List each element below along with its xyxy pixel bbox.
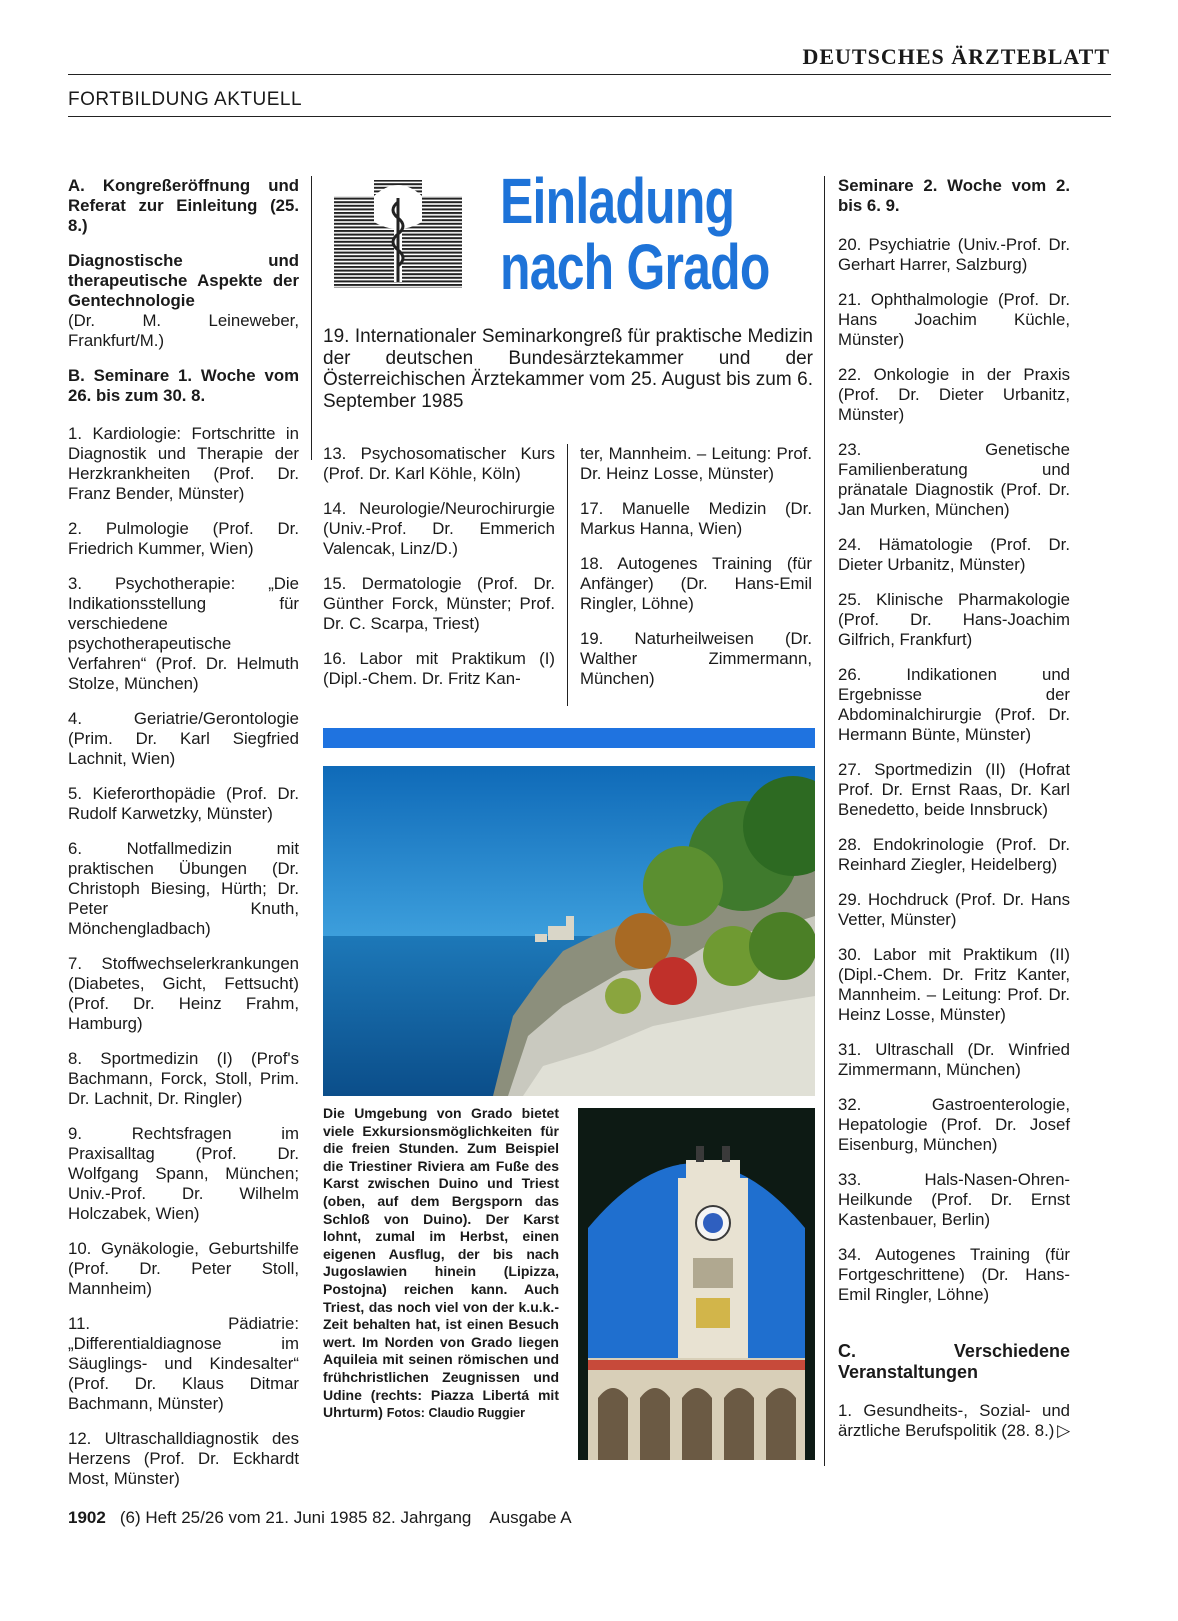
list-item: 3. Psychotherapie: „Die Indikationsstellung für verschiedene psychotherapeutische Verfahren“ (Prof. Dr. Helmuth Stolze, München) (68, 574, 299, 693)
section-a-heading: A. Kongreßeröffnung und Referat zur Einleitung (25. 8.) (68, 176, 299, 235)
list-item: 18. Autogenes Training (für Anfänger) (Dr. Hans-Emil Ringler, Löhne) (580, 554, 812, 613)
list-item: 25. Klinische Pharmakologie (Prof. Dr. Hans-Joachim Gilfrich, Frankfurt) (838, 590, 1070, 649)
week2-heading: Seminare 2. Woche vom 2. bis 6. 9. (838, 176, 1070, 215)
right-column (838, 176, 1070, 1456)
blue-divider-bar (323, 728, 815, 748)
list-item: 21. Ophthalmologie (Prof. Dr. Hans Joachim Küchle, Münster) (838, 290, 1070, 349)
article-title (500, 165, 770, 303)
list-item: 12. Ultraschalldiagnostik des Herzens (Prof. Dr. Eckhardt Most, Münster) (68, 1429, 299, 1488)
page-footer (68, 1508, 572, 1528)
coastline-photo-icon (323, 766, 815, 1096)
photo-coast (323, 766, 815, 1096)
aerztekammer-logo-icon (330, 176, 466, 294)
left-column (68, 176, 299, 1504)
list-item: 31. Ultraschall (Dr. Winfried Zimmermann, München) (838, 1040, 1070, 1079)
list-item: 20. Psychiatrie (Univ.-Prof. Dr. Gerhart Harrer, Salzburg) (838, 235, 1070, 274)
section-a-subheading: Diagnostische und therapeutische Aspekte der Gentechnologie (68, 251, 299, 310)
header-rule-top (68, 74, 1111, 75)
header-rule-bottom (68, 116, 1111, 117)
photo-caption (323, 1105, 559, 1423)
intro-text: 19. Internationaler Seminarkongreß für praktische Medizin der deutschen Bundesärztekammer und der Österreichischen Ärztekammer vom 25. August bis zum 6. September 1985 (323, 326, 813, 412)
list-item: 33. Hals-Nasen-Ohren-Heilkunde (Prof. Dr. Ernst Kastenbauer, Berlin) (838, 1170, 1070, 1229)
issue-info: (6) Heft 25/26 vom 21. Juni 1985 82. Jahrgang (119, 1508, 472, 1527)
list-item: 9. Rechtsfragen im Praxisalltag (Prof. Dr. Wolfgang Spann, München; Univ.-Prof. Dr. Wilhelm Holczabek, Wien) (68, 1124, 299, 1223)
list-item: 34. Autogenes Training (für Fortgeschrittene) (Dr. Hans-Emil Ringler, Löhne) (838, 1245, 1070, 1304)
caption-text: Die Umgebung von Grado bietet viele Exkursionsmöglichkeiten für die freien Stunden. Zum Beispiel die Triestiner Riviera am Fuße des Karst zwischen Duino und Triest (oben, auf dem Bergsporn das Schloß von Duino). Der Karst lohnt, zumal im Herbst, einen eigenen Ausflug, der bis nach Jugoslawien hinein (Lipizza, Postojna) reichen kann. Auch Triest, das noch viel von der k.u.k.-Zeit behalten hat, ist einen Besuch wert. Im Norden von Grado liegen Aquileia mit seinen römischen und frühchristlichen Zeugnissen und Udine (rechts: Piazza Libertá mit Uhrturm) (323, 1105, 559, 1421)
section-c-item: 1. Gesundheits-, Sozial- und ärztliche Berufspolitik (28. 8.) (838, 1401, 1070, 1440)
list-item: 11. Pädiatrie: „Differentialdiagnose im Säuglings- und Kindesalter“ (Prof. Dr. Klaus Ditmar Bachmann, Münster) (68, 1314, 299, 1413)
clock-tower-photo-icon (578, 1108, 815, 1460)
list-item: 15. Dermatologie (Prof. Dr. Günther Forck, Münster; Prof. Dr. C. Scarpa, Triest) (323, 574, 555, 633)
list-item: 24. Hämatologie (Prof. Dr. Dieter Urbanitz, Münster) (838, 535, 1070, 574)
page-number: 1902 (68, 1508, 106, 1527)
list-item: 4. Geriatrie/Gerontologie (Prim. Dr. Karl Siegfried Lachnit, Wien) (68, 709, 299, 768)
list-item: 19. Naturheilweisen (Dr. Walther Zimmermann, München) (580, 629, 812, 688)
section-c-heading: C. Verschiedene Veranstaltungen (838, 1341, 1070, 1382)
list-item: 1. Kardiologie: Fortschritte in Diagnostik und Therapie der Herzkrankheiten (Prof. Dr. Franz Bender, Münster) (68, 424, 299, 503)
list-item: 26. Indikationen und Ergebnisse der Abdominalchirurgie (Prof. Dr. Hermann Bünte, Münster) (838, 665, 1070, 744)
list-item: 30. Labor mit Praktikum (II) (Dipl.-Chem. Dr. Fritz Kanter, Mannheim. – Leitung: Prof. Dr. Heinz Losse, Münster) (838, 945, 1070, 1024)
title-line-1: Einladung (500, 165, 735, 237)
title-line-2: nach Grado (500, 231, 770, 303)
list-item: 6. Notfallmedizin mit praktischen Übungen (Dr. Christoph Biesing, Hürth; Dr. Peter Knuth, Mönchengladbach) (68, 839, 299, 938)
list-item: 10. Gynäkologie, Geburtshilfe (Prof. Dr. Peter Stoll, Mannheim) (68, 1239, 299, 1298)
list-item: 29. Hochdruck (Prof. Dr. Hans Vetter, Münster) (838, 890, 1070, 929)
masthead: DEUTSCHES ÄRZTEBLATT (802, 44, 1110, 69)
section-b-heading: B. Seminare 1. Woche vom 26. bis zum 30. 8. (68, 366, 299, 405)
list-item: 5. Kieferorthopädie (Prof. Dr. Rudolf Karwetzky, Münster) (68, 784, 299, 823)
list-item: 7. Stoffwechselerkrankungen (Diabetes, Gicht, Fettsucht) (Prof. Dr. Heinz Frahm, Hamburg) (68, 954, 299, 1033)
list-item: 2. Pulmologie (Prof. Dr. Friedrich Kummer, Wien) (68, 519, 299, 558)
list-item: 23. Genetische Familienberatung und pränatale Diagnostik (Prof. Dr. Jan Murken, München) (838, 440, 1070, 519)
list-item: 14. Neurologie/Neurochirurgie (Univ.-Prof. Dr. Emmerich Valencak, Linz/D.) (323, 499, 555, 558)
column-divider-left (311, 176, 312, 460)
list-item: 32. Gastroenterologie, Hepatologie (Prof. Dr. Josef Eisenburg, München) (838, 1095, 1070, 1154)
section-a-speaker: (Dr. M. Leineweber, Frankfurt/M.) (68, 311, 299, 350)
list-item: 22. Onkologie in der Praxis (Prof. Dr. Dieter Urbanitz, Münster) (838, 365, 1070, 424)
column-divider-right (824, 176, 825, 1466)
continue-arrow-icon: ▷ (1057, 1421, 1070, 1440)
photo-clock-tower (578, 1108, 815, 1460)
list-item: 8. Sportmedizin (I) (Prof's Bachmann, Forck, Stoll, Prim. Dr. Lachnit, Dr. Ringler) (68, 1049, 299, 1108)
logo (330, 176, 466, 294)
center-column-a (323, 444, 555, 704)
center-column-b (580, 444, 812, 704)
list-item: 28. Endokrinologie (Prof. Dr. Reinhard Ziegler, Heidelberg) (838, 835, 1070, 874)
list-item: 13. Psychosomatischer Kurs (Prof. Dr. Karl Köhle, Köln) (323, 444, 555, 483)
list-item (838, 1401, 1070, 1441)
list-item: 27. Sportmedizin (II) (Hofrat Prof. Dr. Ernst Raas, Dr. Karl Benedetto, beide Innsbruck) (838, 760, 1070, 819)
column-divider-center (567, 444, 568, 706)
section-a-topic (68, 251, 299, 351)
list-item: 17. Manuelle Medizin (Dr. Markus Hanna, Wien) (580, 499, 812, 538)
section-label: FORTBILDUNG AKTUELL (68, 89, 303, 110)
list-item: ter, Mannheim. – Leitung: Prof. Dr. Heinz Losse, Münster) (580, 444, 812, 483)
photo-credit: Fotos: Claudio Ruggier (386, 1406, 525, 1421)
edition-label: Ausgabe A (489, 1508, 572, 1527)
list-item: 16. Labor mit Praktikum (I) (Dipl.-Chem. Dr. Fritz Kan- (323, 649, 555, 688)
